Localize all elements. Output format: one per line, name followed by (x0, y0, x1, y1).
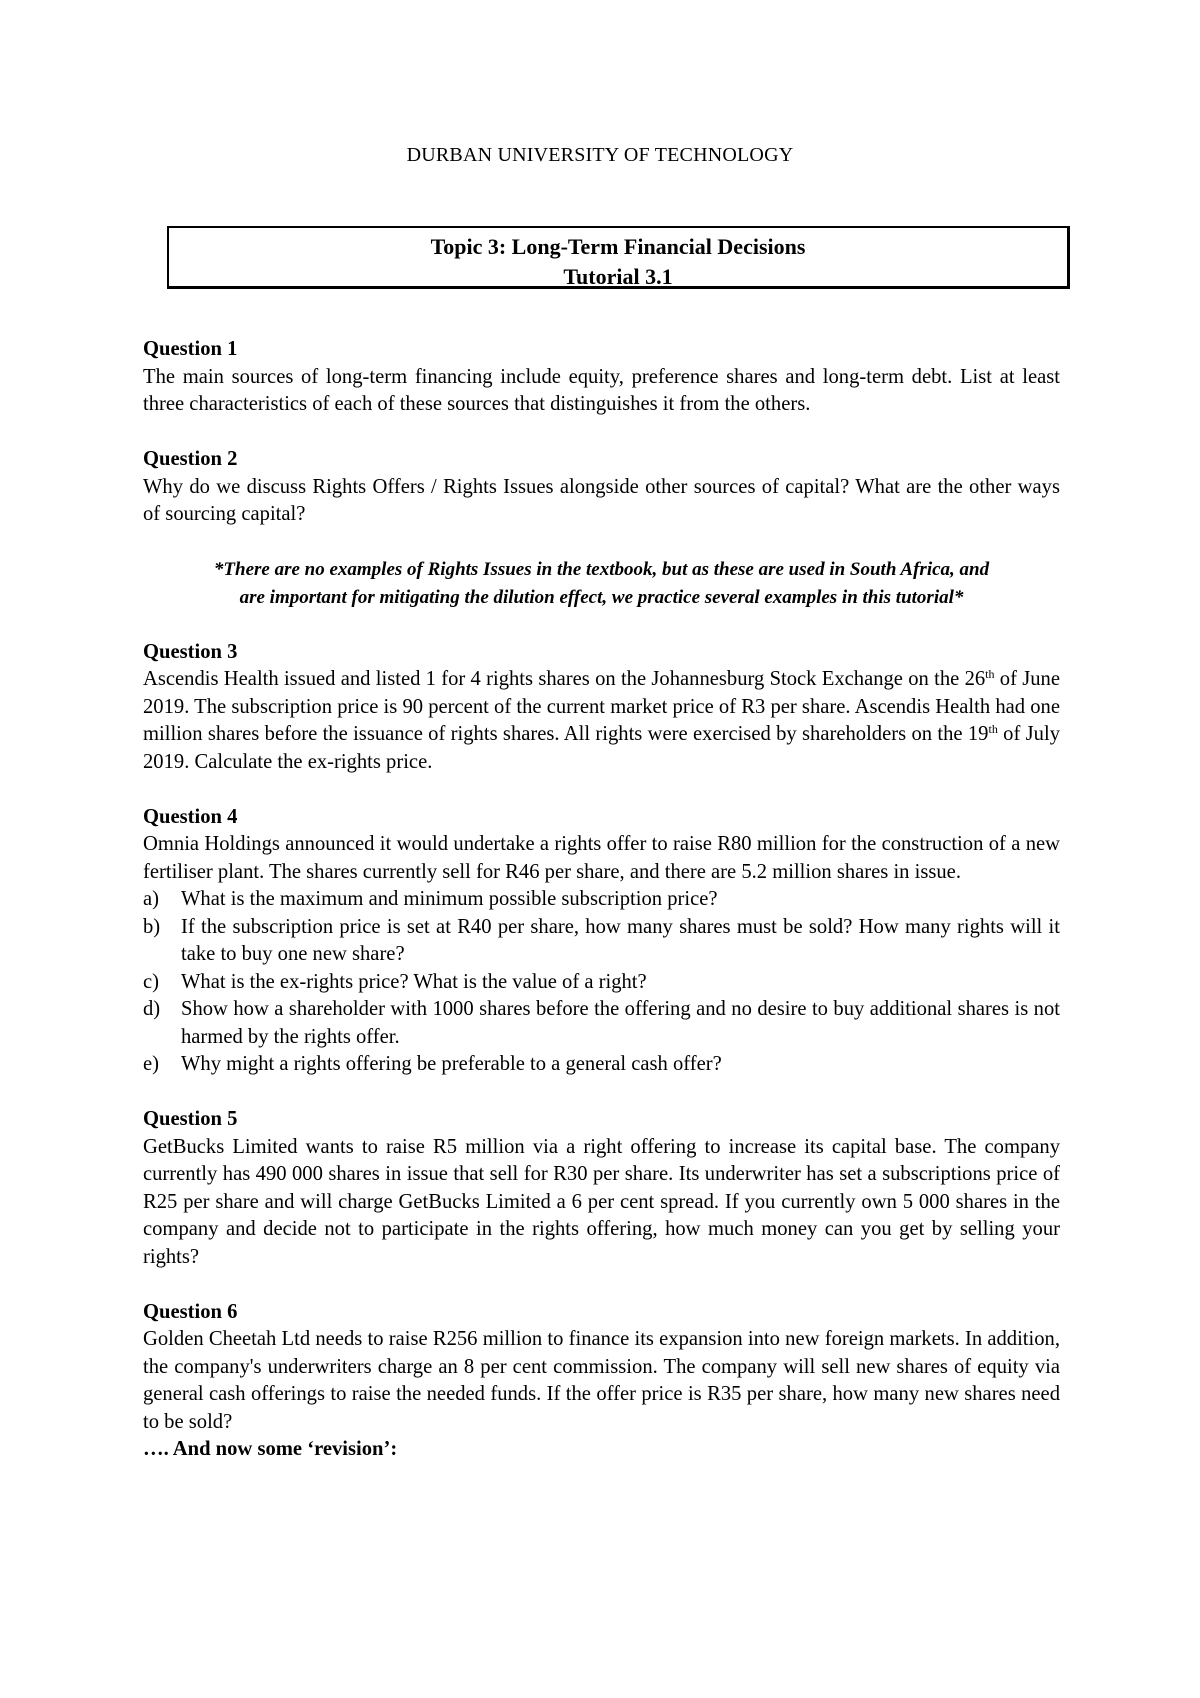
sub-question-marker: b) (143, 915, 161, 938)
note-line: *There are no examples of Rights Issues in the textbook, but as these are used in South Africa, and (213, 559, 990, 580)
question-title: Question 5 (143, 1108, 238, 1130)
institution-heading: DURBAN UNIVERSITY OF TECHNOLOGY (406, 144, 794, 166)
question-body: GetBucks Limited wants to raise R5 million via a right offering to increase its capital base. The company currently has 490 000 shares in issue that sell for R30 per share. Its underwriter has set a subscriptions price of R25 per share and will charge GetBucks Limited a 6 per cent spread. If you currently own 5 000 shares in the company and decide not to participate in the rights offering, how much money can you get by selling your rights? (143, 1135, 1060, 1268)
sub-question-text: What is the maximum and minimum possible subscription price? (181, 888, 718, 910)
tutorial-title: Tutorial 3.1 (563, 264, 673, 289)
sub-question (143, 969, 1060, 997)
rights-issues-note (143, 556, 1060, 611)
revision-heading: …. And now some ‘revision’: (143, 1438, 398, 1460)
question-title: Question 1 (143, 338, 238, 360)
question-title: Question 2 (143, 448, 238, 470)
body-text: of June 2019. The subscription price is 90 percent of the current market price of R3 per share. Ascendis Health had one million shares before the issuance of rights shares. All rights were exercised by shareholders on the 19 (143, 668, 1060, 745)
body-text: Ascendis Health issued and listed 1 for 4 rights shares on the Johannesburg Stock Exchange on the 26 (143, 668, 986, 690)
topic-title-box (167, 226, 1070, 289)
sub-question-text: If the subscription price is set at R40 per share, how many shares must be sold? How many rights will it take to buy one new share? (181, 915, 1060, 965)
question-body (143, 666, 1060, 776)
question-6 (143, 1299, 1060, 1437)
question-1 (143, 336, 1060, 419)
question-3 (143, 639, 1060, 777)
sub-question-marker: a) (143, 888, 159, 910)
question-body: Omnia Holdings announced it would undertake a rights offer to raise R80 million for the construction of a new fertiliser plant. The shares currently sell for R46 per share, and there are 5.2 million shares in issue. (143, 833, 1060, 883)
note-line: are important for mitigating the dilution effect, we practice several examples in this tutorial* (239, 586, 964, 608)
sub-question-marker: d) (143, 998, 161, 1020)
sub-question-text: Show how a shareholder with 1000 shares before the offering and no desire to buy additional shares is not harmed by the rights offer. (181, 998, 1060, 1048)
question-4 (143, 804, 1060, 1079)
sub-question-text: What is the ex-rights price? What is the value of a right? (181, 970, 647, 993)
ordinal-suffix: th (988, 722, 998, 736)
body-text: of July 2019. Calculate the ex-rights price. (143, 723, 1060, 773)
question-title: Question 4 (143, 805, 238, 828)
question-body: Why do we discuss Rights Offers / Rights Issues alongside other sources of capital? What are the other ways of sourcing capital? (143, 475, 1060, 525)
question-body: The main sources of long-term financing include equity, preference shares and long-term debt. List at least three characteristics of each of these sources that distinguishes it from the others. (143, 365, 1060, 415)
sub-question (143, 886, 1060, 914)
ordinal-suffix: th (985, 667, 995, 681)
question-5 (143, 1106, 1060, 1271)
sub-question-text: Why might a rights offering be preferable to a general cash offer? (181, 1053, 722, 1075)
sub-question-list (143, 886, 1060, 1079)
question-title: Question 6 (143, 1300, 238, 1323)
sub-question (143, 914, 1060, 969)
question-body: Golden Cheetah Ltd needs to raise R256 million to finance its expansion into new foreign markets. In addition, the company's underwriters charge an 8 per cent commission. The company will sell new shares of equity via general cash offerings to raise the needed funds. If the offer price is R35 per share, how many new shares need to be sold? (143, 1328, 1060, 1433)
sub-question-marker: e) (143, 1053, 159, 1075)
sub-question-marker: c) (143, 970, 159, 993)
question-title: Question 3 (143, 640, 238, 663)
question-2 (143, 446, 1060, 529)
sub-question (143, 1051, 1060, 1079)
topic-title: Topic 3: Long-Term Financial Decisions (430, 234, 806, 259)
sub-question (143, 996, 1060, 1051)
tutorial-questions (143, 336, 1060, 1464)
